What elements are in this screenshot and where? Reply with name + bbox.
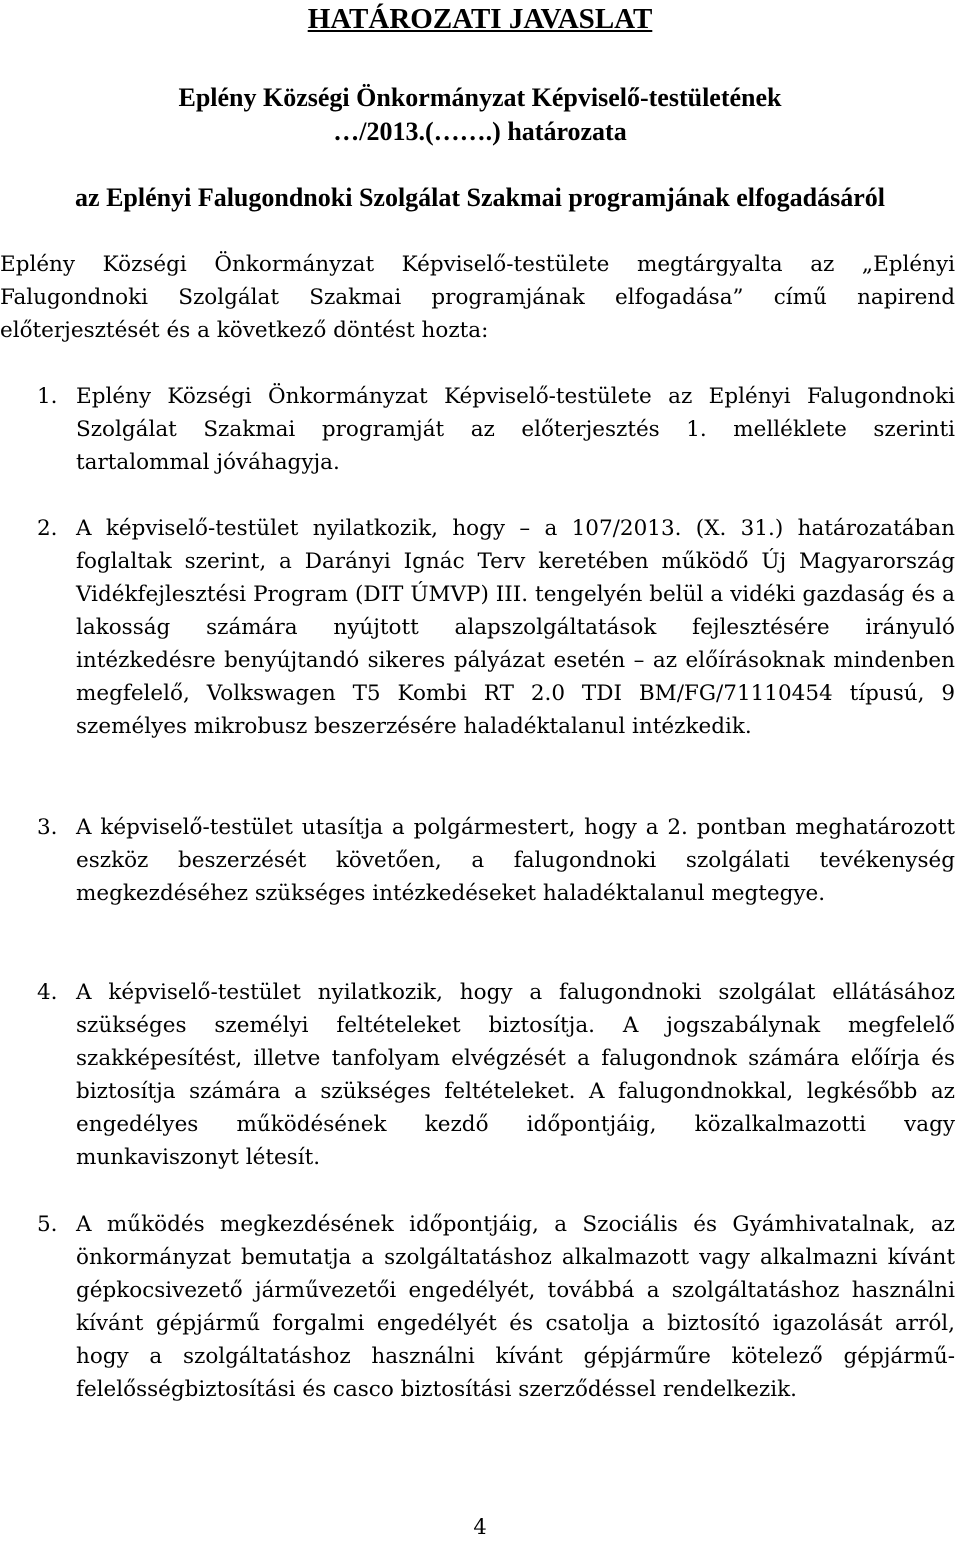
item-number: 5. (37, 1212, 58, 1237)
heading-resolution-number: …/2013.(…….) határozata (333, 117, 627, 146)
heading-council-name: Eplény Községi Önkormányzat Képviselő-testületének (178, 83, 782, 112)
heading-resolution-subject: az Eplényi Falugondnoki Szolgálat Szakmai programjának elfogadásáról (75, 183, 885, 212)
item-number: 1. (37, 384, 58, 409)
item-text: Eplény Községi Önkormányzat Képviselő-testülete az Eplényi Falugondnoki Szolgálat Szakmai programját az előterjesztés 1. melléklete szerinti tartalommal jóváhagyja. (76, 384, 955, 475)
page-number: 4 (473, 1515, 487, 1539)
item-text: A képviselő-testület nyilatkozik, hogy – a 107/2013. (X. 31.) határozatában foglaltak szerint, a Darányi Ignác Terv keretében működő Új Magyarország Vidékfejlesztési Program (DIT ÚMVP) III. tengelyén belül a vidéki gazdaság és a lakosság számára nyújtott alapszolgáltatások fejlesztésére irányuló intézkedésre benyújtandó sikeres pályázat esetén – az előírásoknak mindenben megfelelő, Volkswagen T5 Kombi RT 2.0 TDI BM/FG/71110454 típusú, 9 személyes mikrobusz beszerzésére haladéktalanul intézkedik. (76, 516, 955, 739)
item-text: A képviselő-testület nyilatkozik, hogy a falugondnoki szolgálat ellátásához szükséges személyi feltételeket biztosítja. A jogszabálynak megfelelő szakképesítést, illetve tanfolyam elvégzését a falugondnok számára előírja és biztosítja számára a szükséges feltételeket. A falugondnokkal, legkésőbb az engedélyes működésének kezdő időpontjáig, közalkalmazotti vagy munkaviszonyt létesít. (76, 980, 955, 1170)
item-number: 2. (37, 516, 58, 541)
item-text: A működés megkezdésének időpontjáig, a Szociális és Gyámhivatalnak, az önkormányzat bemutatja a szolgáltatáshoz alkalmazott vagy alkalmazni kívánt gépkocsivezető járművezetői engedélyét, továbbá a szolgáltatáshoz használni kívánt gépjármű forgalmi engedélyét és csatolja a biztosító igazolását arról, hogy a szolgáltatáshoz használni kívánt gépjárműre kötelező gépjármű-felelősségbiztosítási és casco biztosítási szerződéssel rendelkezik. (76, 1212, 955, 1402)
item-number: 3. (37, 815, 58, 840)
item-text: A képviselő-testület utasítja a polgármestert, hogy a 2. pontban meghatározott eszköz beszerzését követően, a falugondnoki szolgálati tevékenység megkezdéséhez szükséges intézkedéseket haladéktalanul megtegye. (76, 815, 955, 906)
item-number: 4. (37, 980, 58, 1005)
intro-paragraph: Eplény Községi Önkormányzat Képviselő-testülete megtárgyalta az „Eplényi Falugondnoki Szolgálat Szakmai programjának elfogadása” című napirend előterjesztését és a következő döntést hozta: (0, 252, 955, 343)
document-title: HATÁROZATI JAVASLAT (307, 3, 653, 35)
